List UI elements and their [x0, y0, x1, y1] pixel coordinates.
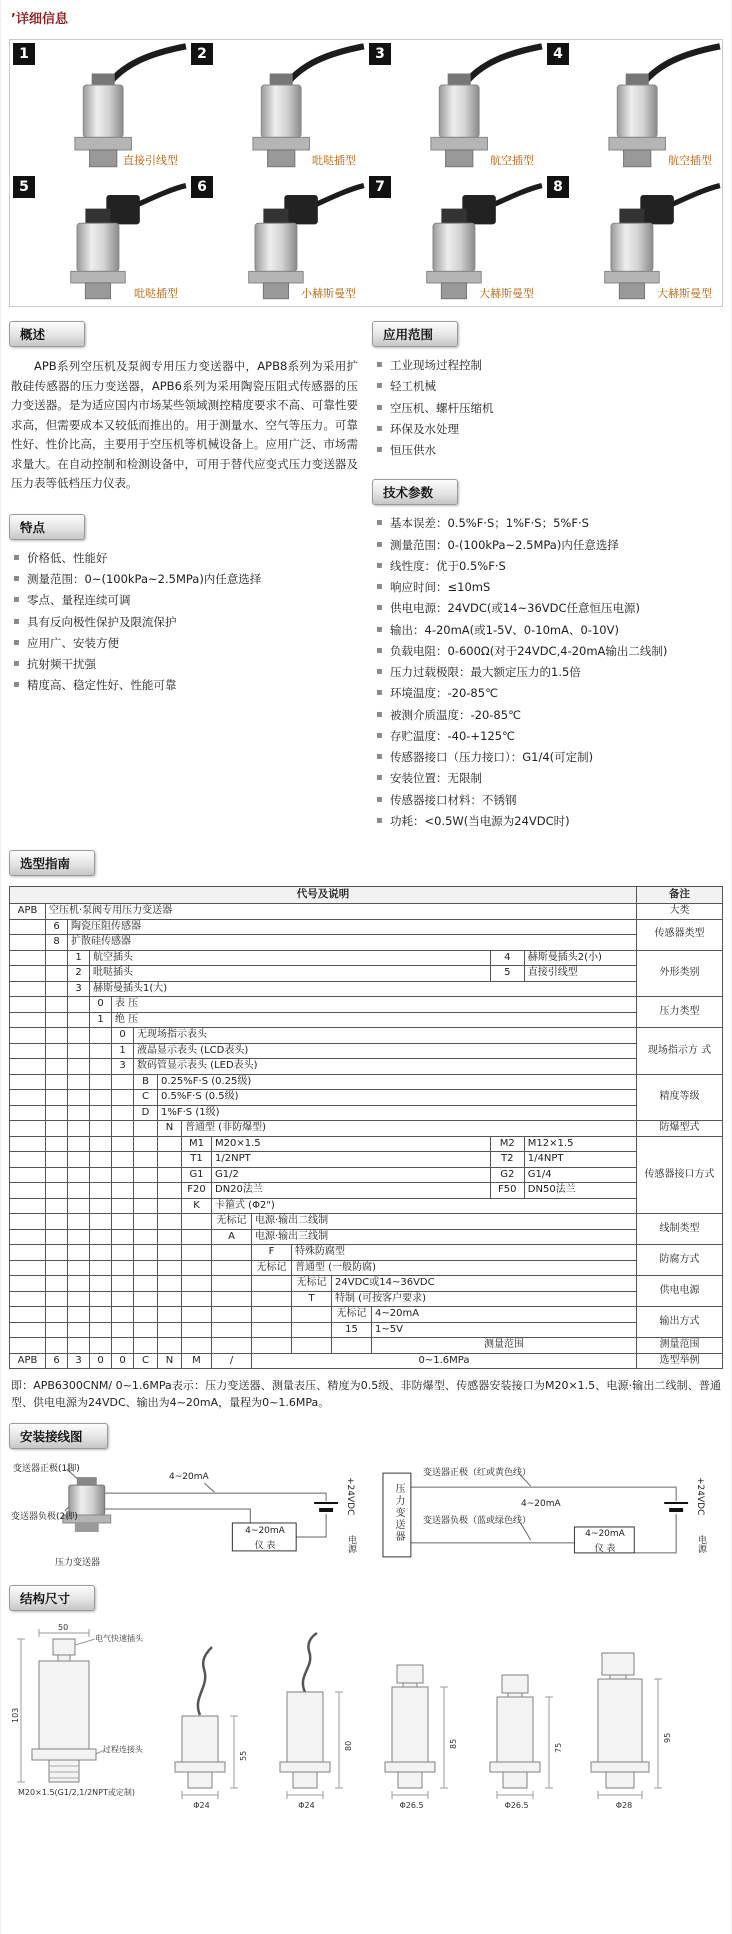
product-number-badge: 3	[369, 43, 391, 65]
product-cell	[366, 40, 544, 173]
sel-example-cell: C	[134, 1353, 158, 1369]
wiring-supply-name-label: 电源	[696, 1535, 706, 1554]
selection-table	[9, 886, 723, 1369]
wiring-label-positive: 变送器正极（红或黄色线）	[423, 1468, 532, 1479]
dimension-outline	[154, 1623, 249, 1819]
dim-label-height: 55	[239, 1750, 248, 1762]
sel-remark-cell: 传感器接口方式	[637, 1136, 723, 1214]
sel-code-cell: 1	[112, 1043, 134, 1059]
dim-label-height: 103	[11, 1707, 20, 1724]
sel-code-cell: F50	[490, 1183, 524, 1199]
sel-desc-cell: DN20法兰	[212, 1183, 491, 1199]
sel-desc-cell: 表 压	[112, 997, 637, 1013]
section-tab-overview	[9, 321, 85, 347]
section-tab-specs	[372, 479, 458, 505]
product-number-badge: 6	[191, 176, 213, 198]
sel-desc-cell: 1%F·S (1级)	[158, 1105, 637, 1121]
product-grid	[9, 39, 723, 307]
section-tab-features	[9, 514, 85, 540]
sel-code-cell: 5	[490, 966, 524, 982]
section-tab-label: 特点	[20, 519, 46, 535]
sel-desc-cell: 吡哒插头	[90, 966, 491, 982]
sel-desc-cell: 赫斯曼插头2(小)	[524, 950, 636, 966]
spec-list	[372, 513, 723, 832]
right-column	[372, 321, 723, 838]
sel-desc-cell: 直接引线型	[524, 966, 636, 982]
sel-remark-cell: 防爆型式	[637, 1121, 723, 1137]
sel-desc-cell: 电源·输出二线制	[252, 1214, 637, 1230]
sel-remark-cell: 输出方式	[637, 1307, 723, 1338]
spec-item: ▪ 供电电源：24VDC(或14~36VDC任意恒压电源)	[376, 598, 723, 619]
sel-desc-cell: 扩散硅传感器	[68, 935, 637, 951]
feature-list	[9, 548, 360, 697]
overview-paragraph: APB系列空压机及泵阀专用压力变送器中，APB8系列为采用扩散硅传感器的压力变送器，APB6系列为采用陶瓷压阻式传感器的压力变送器。是为适应国内市场某些领域测控精度要求不高、可靠性要求高，但需要成本又较低而推出的。用于测量水、空气等压力。可靠性好、性价比高，主要用于空压机等机械设备上。应用广泛、市场需求量大。在自动控制和检测设备中，可用于替代应变式压力变送器及压力表等低档压力仪表。	[11, 359, 358, 491]
dim-label-diameter: Φ24	[193, 1801, 210, 1811]
sel-example-range: 0~1.6MPa	[252, 1353, 637, 1369]
product-number-badge: 2	[191, 43, 213, 65]
section-tab-label: 结构尺寸	[20, 1591, 71, 1607]
sel-code-cell: K	[182, 1198, 212, 1214]
sel-code-cell: T1	[182, 1152, 212, 1168]
sel-desc-cell: M12×1.5	[524, 1136, 636, 1152]
dimension-drawing-1	[9, 1623, 144, 1819]
sel-example-cell: APB	[10, 1353, 46, 1369]
feature-item: ▪ 价格低、性能好	[13, 548, 360, 569]
product-number-badge: 4	[547, 43, 569, 65]
dimension-outline	[259, 1623, 354, 1819]
product-cell	[188, 40, 366, 173]
sel-desc-cell: G1/4	[524, 1167, 636, 1183]
sel-code-cell: 无标记	[212, 1214, 252, 1230]
sel-desc-cell: 特制 (可按客户要求)	[332, 1291, 637, 1307]
application-item: ▪ 恒压供水	[376, 440, 723, 461]
sel-code-cell: M1	[182, 1136, 212, 1152]
product-type-label: 航空插型	[490, 154, 534, 167]
dimension-outline	[574, 1623, 674, 1819]
product-cell	[10, 40, 188, 173]
dim-label-diameter: Φ28	[615, 1801, 633, 1811]
sel-desc-cell: 1/2NPT	[212, 1152, 491, 1168]
wiring-supply-voltage-label: +24VDC	[695, 1477, 705, 1516]
spec-item: ▪ 响应时间：≤10mS	[376, 577, 723, 598]
dim-label-width: 50	[58, 1623, 69, 1633]
dim-label-height: 95	[663, 1732, 672, 1744]
product-number-badge: 8	[547, 176, 569, 198]
product-cell	[188, 173, 366, 306]
dim-label-diameter: Φ26.5	[504, 1801, 529, 1811]
feature-item: ▪ 应用广、安装方便	[13, 633, 360, 654]
wiring-meter-line1: 4~20mA	[245, 1526, 285, 1537]
sel-remark-cell: 防腐方式	[637, 1245, 723, 1276]
spec-item: ▪ 基本误差：0.5%F·S；1%F·S；5%F·S	[376, 513, 723, 534]
spec-item: ▪ 存贮温度：-40-+125℃	[376, 726, 723, 747]
section-tab-label: 技术参数	[383, 485, 434, 501]
sel-remark-cell: 测量范围	[637, 1338, 723, 1354]
section-tab-label: 应用范围	[383, 327, 434, 342]
sel-code-cell: G2	[490, 1167, 524, 1183]
sel-desc-cell: 0.5%F·S (0.5级)	[158, 1090, 637, 1106]
wiring-section	[9, 1459, 723, 1573]
dim-label-diameter: Φ26.5	[399, 1801, 424, 1811]
spec-item: ▪ 环境温度：-20-85℃	[376, 683, 723, 704]
product-cell	[366, 173, 544, 306]
sel-example-cell: 3	[68, 1353, 90, 1369]
section-tab-wiring	[9, 1423, 108, 1449]
dimensions-section	[9, 1623, 723, 1819]
sel-desc-cell: 赫斯曼插头1(大)	[90, 981, 637, 997]
feature-item: ▪ 抗射频干扰强	[13, 654, 360, 675]
section-tab-applications	[372, 321, 458, 347]
sel-code-cell: 无标记	[332, 1307, 372, 1323]
section-tab-label: 概述	[20, 327, 46, 342]
sel-code-cell: 1	[90, 1012, 112, 1028]
spec-item: ▪ 负载电阻：0-600Ω(对于24VDC,4-20mA输出二线制)	[376, 641, 723, 662]
sel-example-cell: /	[212, 1353, 252, 1369]
sel-desc-cell: 24VDC或14~36VDC	[332, 1276, 637, 1292]
sel-desc-cell: 普通型 (一般防腐)	[292, 1260, 637, 1276]
dim-label-diameter: Φ24	[298, 1801, 315, 1811]
feature-item: ▪ 精度高、稳定性好、性能可靠	[13, 675, 360, 696]
sel-desc-cell: 电源·输出三线制	[252, 1229, 637, 1245]
wiring-meter-line2: 仪 表	[594, 1544, 616, 1555]
sel-code-cell: 无标记	[292, 1276, 332, 1292]
sel-desc-cell: 测量范围	[372, 1338, 637, 1354]
sel-example-cell: 0	[112, 1353, 134, 1369]
sel-remark-cell: 传感器类型	[637, 919, 723, 950]
sel-code-cell: 0	[90, 997, 112, 1013]
sel-remark-cell: 选型举例	[637, 1353, 723, 1369]
product-type-label: 直接引线型	[123, 154, 178, 167]
feature-item: ▪ 测量范围：0~(100kPa~2.5MPa)内任意选择	[13, 569, 360, 590]
sel-code-cell: 1	[68, 950, 90, 966]
sel-desc-cell: 1/4NPT	[524, 1152, 636, 1168]
wiring-label-negative: 变送器负极（蓝或绿色线）	[423, 1516, 532, 1527]
sel-remark-cell: 大类	[637, 904, 723, 920]
sel-desc-cell: 绝 压	[112, 1012, 637, 1028]
product-type-label: 大赫斯曼型	[479, 287, 534, 300]
application-list	[372, 355, 723, 461]
sel-code-cell: N	[158, 1121, 182, 1137]
sel-desc-cell: M20×1.5	[212, 1136, 491, 1152]
spec-item: ▪ 传感器接口（压力接口）：G1/4(可定制)	[376, 747, 723, 768]
product-type-label: 吡哒插型	[312, 154, 356, 167]
wiring-label-negative: 变送器负极(2脚)	[11, 1512, 78, 1523]
sel-remark-cell: 精度等级	[637, 1074, 723, 1121]
sel-code-cell: 3	[112, 1059, 134, 1075]
wiring-label-device: 压力变送器	[393, 1483, 404, 1544]
spec-item: ▪ 输出：4-20mA(或1-5V、0-10mA、0-10V)	[376, 620, 723, 641]
sel-code-cell: B	[134, 1074, 158, 1090]
section-tab-label: 安装接线图	[20, 1429, 83, 1445]
wiring-supply-voltage-label: +24VDC	[345, 1477, 355, 1516]
sel-code-cell: 15	[332, 1322, 372, 1338]
sel-code-cell: 无标记	[252, 1260, 292, 1276]
dim-label-thread: M20×1.5(G1/2,1/2NPT或定制)	[18, 1788, 135, 1798]
product-type-label: 大赫斯曼型	[657, 287, 712, 300]
product-cell	[544, 40, 722, 173]
sel-code-cell: 0	[112, 1028, 134, 1044]
spec-item: ▪ 传感器接口材料：不锈钢	[376, 790, 723, 811]
product-cell	[544, 173, 722, 306]
application-item: ▪ 环保及水处理	[376, 419, 723, 440]
sel-desc-cell: DN50法兰	[524, 1183, 636, 1199]
sel-header-remark: 备注	[637, 887, 723, 904]
dim-label-height: 85	[449, 1738, 458, 1750]
spec-item: ▪ 功耗：<0.5W(当电源为24VDC时)	[376, 811, 723, 832]
dimension-drawing-4	[364, 1623, 459, 1819]
product-number-badge: 5	[13, 176, 35, 198]
dimension-drawing-3	[259, 1623, 354, 1819]
product-cell	[10, 173, 188, 306]
dimension-outline	[364, 1623, 459, 1819]
sel-code-cell: M2	[490, 1136, 524, 1152]
sel-desc-cell: 1~5V	[372, 1322, 637, 1338]
dim-label-process: 过程连接头	[103, 1745, 143, 1755]
sel-desc-cell: 普通型 (非防爆型)	[182, 1121, 637, 1137]
sel-desc-cell: 液晶显示表头 (LCD表头)	[134, 1043, 637, 1059]
left-column	[9, 321, 360, 838]
section-tab-selection	[9, 850, 95, 876]
product-type-label: 小赫斯曼型	[301, 287, 356, 300]
product-number-badge: 1	[13, 43, 35, 65]
dimension-outline	[469, 1623, 564, 1819]
sel-header-code: 代号及说明	[10, 887, 637, 904]
sel-code-cell: C	[134, 1090, 158, 1106]
spec-item: ▪ 安装位置：无限制	[376, 768, 723, 789]
product-number-badge: 7	[369, 176, 391, 198]
sel-desc-cell: 陶瓷压阻传感器	[68, 919, 637, 935]
sel-desc-cell: 卡箍式 (Φ2")	[212, 1198, 637, 1214]
sel-desc-cell: 0.25%F·S (0.25级)	[158, 1074, 637, 1090]
sel-code-cell: 6	[46, 919, 68, 935]
sel-remark-cell: 供电电源	[637, 1276, 723, 1307]
spec-item: ▪ 测量范围：0-(100kPa~2.5MPa)内任意选择	[376, 535, 723, 556]
wiring-label-positive: 变送器正极(1脚)	[13, 1464, 80, 1475]
wiring-label-device: 压力变送器	[55, 1558, 101, 1569]
sel-example-cell: N	[158, 1353, 182, 1369]
wiring-label-signal: 4~20mA	[169, 1472, 209, 1483]
sel-code-cell: F	[252, 1245, 292, 1261]
dim-label-connector: 电气快速插头	[95, 1634, 143, 1644]
product-type-label: 航空插型	[668, 154, 712, 167]
sel-desc-cell: G1/2	[212, 1167, 491, 1183]
sel-remark-cell: 压力类型	[637, 997, 723, 1028]
wiring-label-signal: 4~20mA	[521, 1499, 561, 1510]
sel-code-cell: F20	[182, 1183, 212, 1199]
wiring-diagram-left	[9, 1459, 361, 1573]
sel-example-cell: 0	[90, 1353, 112, 1369]
sel-desc-cell: 空压机·泵阀专用压力变送器	[46, 904, 637, 920]
section-tab-dimensions	[9, 1585, 95, 1611]
feature-item: ▪ 零点、量程连续可调	[13, 590, 360, 611]
sel-code-cell: 4	[490, 950, 524, 966]
overview-specs-section	[9, 321, 723, 838]
sel-desc-cell: 数码管显示表头 (LED表头)	[134, 1059, 637, 1075]
sel-remark-cell: 线制类型	[637, 1214, 723, 1245]
dim-label-height: 75	[554, 1742, 563, 1754]
application-item: ▪ 空压机、螺杆压缩机	[376, 398, 723, 419]
sel-example-cell: 6	[46, 1353, 68, 1369]
wiring-supply-name-label: 电源	[346, 1535, 356, 1554]
sel-code-cell: APB	[10, 904, 46, 920]
application-item: ▪ 轻工机械	[376, 376, 723, 397]
dimension-drawing-5	[469, 1623, 564, 1819]
wiring-meter-line1: 4~20mA	[585, 1529, 625, 1540]
sel-code-cell: 8	[46, 935, 68, 951]
feature-item: ▪ 具有反向极性保护及限流保护	[13, 612, 360, 633]
product-type-label: 吡哒插型	[134, 287, 178, 300]
sel-desc-cell: 特殊防腐型	[292, 1245, 637, 1261]
sel-code-cell: 2	[68, 966, 90, 982]
sel-remark-cell: 外形类别	[637, 950, 723, 997]
sel-code-cell: T2	[490, 1152, 524, 1168]
sel-example-cell: M	[182, 1353, 212, 1369]
sel-code-cell: G1	[182, 1167, 212, 1183]
dim-label-height: 80	[344, 1740, 353, 1752]
sel-code-cell: 3	[68, 981, 90, 997]
spec-item: ▪ 被测介质温度：-20-85℃	[376, 705, 723, 726]
wiring-meter-line2: 仪 表	[254, 1541, 276, 1552]
dimension-drawing-6	[574, 1623, 674, 1819]
spec-item: ▪ 线性度：优于0.5%F·S	[376, 556, 723, 577]
selection-note: 即：APB6300CNM/ 0~1.6MPa表示：压力变送器、测量表压、精度为0.5级、非防爆型、传感器安装接口为M20×1.5、电源·输出二线制、普通型、供电电源为24VDC、输出为4~20mA，量程为0~1.6MPa。	[11, 1379, 721, 1410]
sel-desc-cell: 无现场指示表头	[134, 1028, 637, 1044]
sel-code-cell: D	[134, 1105, 158, 1121]
dimension-drawing-2	[154, 1623, 249, 1819]
sel-desc-cell: 4~20mA	[372, 1307, 637, 1323]
page-title: ’详细信息	[11, 12, 68, 27]
sel-desc-cell: 航空插头	[90, 950, 491, 966]
section-tab-label: 选型指南	[20, 856, 71, 871]
application-item: ▪ 工业现场过程控制	[376, 355, 723, 376]
sel-code-cell: A	[212, 1229, 252, 1245]
spec-item: ▪ 压力过载极限：最大额定压力的1.5倍	[376, 662, 723, 683]
sel-remark-cell: 现场指示方 式	[637, 1028, 723, 1075]
wiring-diagram-right	[371, 1459, 723, 1573]
sel-code-cell: T	[292, 1291, 332, 1307]
